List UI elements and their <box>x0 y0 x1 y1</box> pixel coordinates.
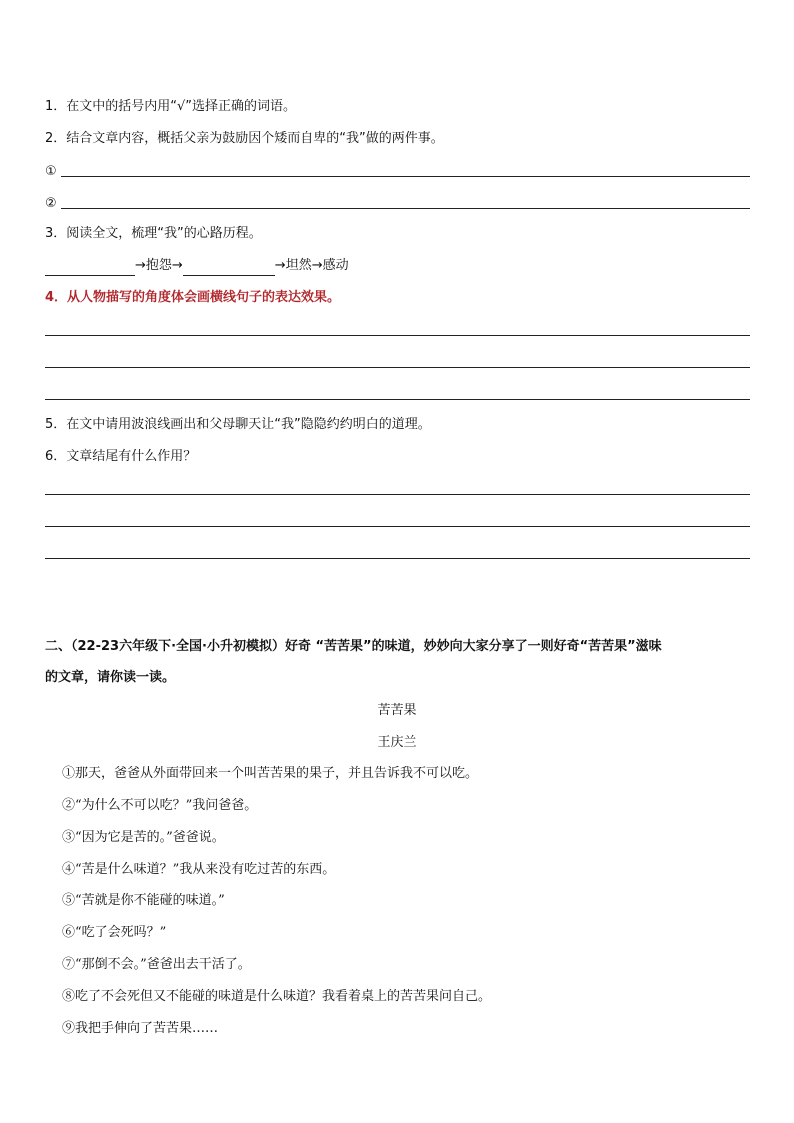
flow-segment-2: →坦然→感动 <box>274 258 349 273</box>
section-2-intro-line-1: 二、（22-23六年级下·全国·小升初模拟）好奇 “苦苦果”的味道，妙妙向大家分享了一则好奇“苦苦果”滋味 <box>45 639 662 654</box>
answer-line-2-2[interactable] <box>45 192 750 212</box>
circle-number-2: ② <box>45 196 57 211</box>
article-paragraph-5: ⑤“苦就是你不能碰的味道。” <box>62 893 225 908</box>
flow-segment-1: →抱怨→ <box>135 258 183 273</box>
article-paragraph-1: ①那天，爸爸从外面带回来一个叫苦苦果的果子，并且告诉我不可以吃。 <box>62 766 479 781</box>
article-paragraph-8: ⑧吃了不会死但又不能碰的味道是什么味道？我看着桌上的苦苦果问自己。 <box>62 989 492 1004</box>
article-author: 王庆兰 <box>377 735 417 750</box>
question-5: 5．在文中请用波浪线画出和父母聊天让“我”隐隐约约明白的道理。 <box>45 417 431 432</box>
article-paragraph-3: ③“因为它是苦的。”爸爸说。 <box>62 830 225 845</box>
question-3-flow <box>45 256 349 276</box>
article-paragraph-9: ⑨我把手伸向了苦苦果…… <box>62 1021 219 1036</box>
answer-line-6-1[interactable] <box>45 494 750 495</box>
circle-number-1: ① <box>45 164 57 179</box>
article-title: 苦苦果 <box>377 703 417 718</box>
article-paragraph-2: ②“为什么不可以吃？”我问爸爸。 <box>62 798 258 813</box>
answer-line-6-3[interactable] <box>45 558 750 559</box>
question-3: 3．阅读全文，梳理“我”的心路历程。 <box>45 226 262 241</box>
section-2-intro-line-2: 的文章，请你读一读。 <box>45 670 176 685</box>
answer-line-4-1[interactable] <box>45 335 750 336</box>
question-6: 6．文章结尾有什么作用？ <box>45 449 197 464</box>
answer-line-4-3[interactable] <box>45 399 750 400</box>
answer-line-4-2[interactable] <box>45 367 750 368</box>
article-paragraph-4: ④“苦是什么味道？”我从来没有吃过苦的东西。 <box>62 862 336 877</box>
flow-blank-2[interactable] <box>183 261 275 276</box>
question-2: 2．结合文章内容，概括父亲为鼓励因个矮而自卑的“我”做的两件事。 <box>45 131 444 146</box>
question-1: 1．在文中的括号内用“√”选择正确的词语。 <box>45 99 297 114</box>
flow-blank-1[interactable] <box>45 261 135 276</box>
article-paragraph-6: ⑥“吃了会死吗？” <box>62 925 167 940</box>
article-paragraph-7: ⑦“那倒不会。”爸爸出去干活了。 <box>62 957 251 972</box>
question-4: 4．从人物描写的角度体会画横线句子的表达效果。 <box>45 290 341 305</box>
answer-underline <box>61 196 750 209</box>
answer-line-2-1[interactable] <box>45 160 750 180</box>
answer-underline <box>61 164 750 177</box>
answer-line-6-2[interactable] <box>45 526 750 527</box>
